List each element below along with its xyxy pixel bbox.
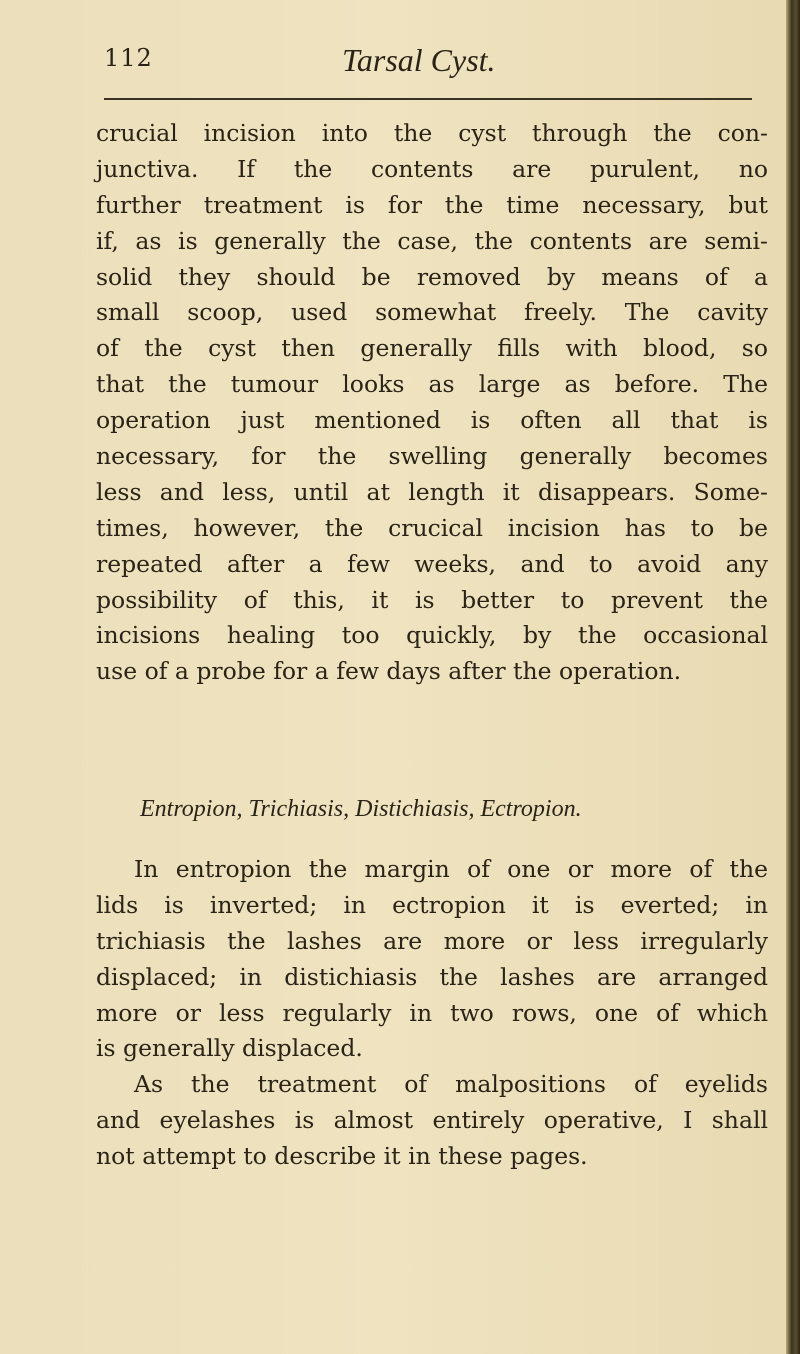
section-heading: Entropion, Trichiasis, Distichiasis, Ectropion.: [140, 796, 582, 822]
text-line: further treatment is for the time necessary, but: [96, 190, 768, 219]
text-line: not attempt to describe it in these pages.: [96, 1142, 588, 1171]
text-line: more or less regularly in two rows, one of which: [96, 998, 768, 1027]
text-line: possibility of this, it is better to prevent the: [96, 585, 768, 614]
text-line: small scoop, used somewhat freely. The cavity: [96, 298, 768, 327]
text-line: that the tumour looks as large as before. The: [96, 370, 768, 399]
text-line: incisions healing too quickly, by the occasional: [96, 621, 768, 650]
text-line: As the treatment of malpositions of eyelids: [134, 1070, 768, 1099]
text-line: and eyelashes is almost entirely operative, I shall: [96, 1106, 768, 1135]
text-line: less and less, until at length it disappears. Some-: [96, 477, 768, 506]
text-line: In entropion the margin of one or more of the: [134, 855, 768, 883]
text-line: if, as is generally the case, the contents are semi-: [96, 226, 768, 255]
text-line: lids is inverted; in ectropion it is everted; in: [96, 890, 768, 919]
text-line: repeated after a few weeks, and to avoid any: [96, 549, 768, 578]
text-line: solid they should be removed by means of a: [96, 262, 768, 291]
text-line: operation just mentioned is often all that is: [96, 406, 768, 435]
page-edge: [786, 0, 800, 1354]
paragraph-1: [96, 116, 768, 690]
header-rule: [104, 98, 752, 100]
page-number: 112: [104, 44, 153, 72]
text-line: of the cyst then generally fills with blood, so: [96, 334, 768, 363]
text-line: junctiva. If the contents are purulent, no: [96, 154, 768, 183]
text-line: use of a probe for a few days after the operation.: [96, 657, 682, 686]
text-line: times, however, the crucical incision has to be: [96, 513, 768, 542]
text-line: is generally displaced.: [96, 1034, 363, 1063]
text-line: displaced; in distichiasis the lashes are arranged: [96, 962, 768, 991]
text-line: trichiasis the lashes are more or less irregularly: [96, 926, 768, 955]
text-line: necessary, for the swelling generally becomes: [96, 442, 768, 471]
paragraph-2: [96, 852, 768, 1175]
page-header: [104, 42, 764, 92]
running-head: Tarsal Cyst.: [342, 42, 496, 78]
text-line: crucial incision into the cyst through the con-: [96, 119, 768, 147]
